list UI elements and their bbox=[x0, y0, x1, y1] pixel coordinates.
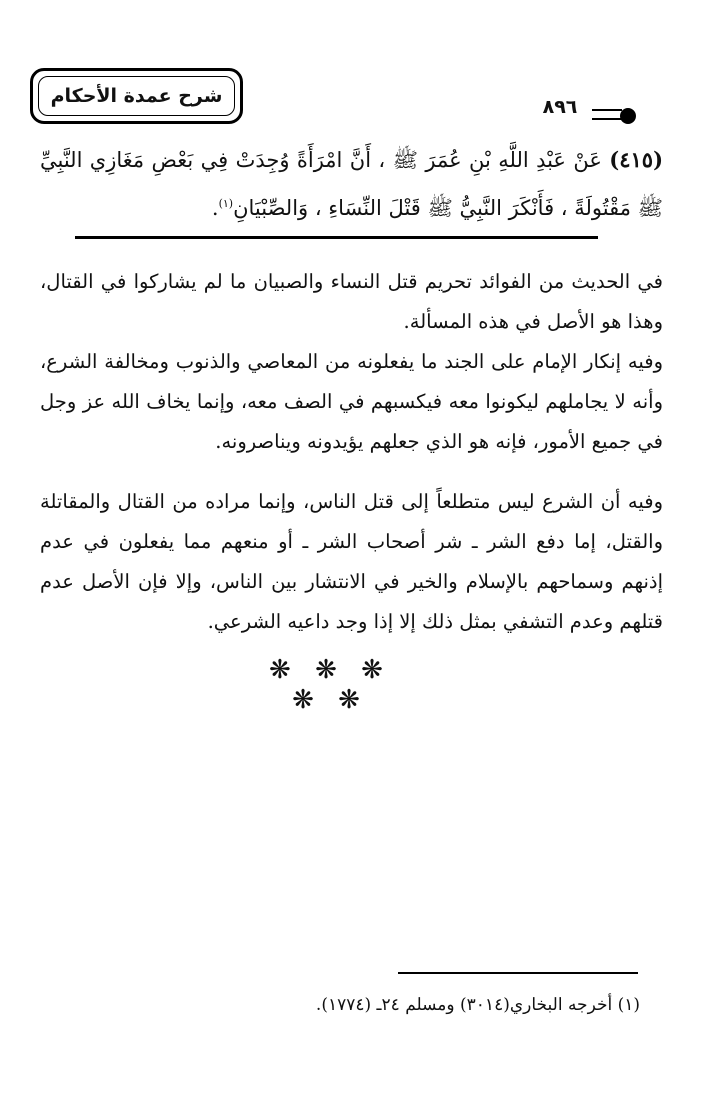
ornament-line-top bbox=[592, 109, 622, 111]
paragraph-3: وفيه أن الشرع ليس متطلعاً إلى قتل الناس، وإنما مراده من القتال والمقاتلة والقتل، إما دفع الشر ـ شر أصحاب الشر ـ أو منعهم مما يفعلون في عدم إذنهم وسماحهم بالإسلام والخير في الانتشار بين الناس، وإلا فإن الأصل عدم قتلهم وعدم التشفي بمثل ذلك إلا إذا وجد داعيه الشرعي. bbox=[40, 490, 663, 633]
section-divider bbox=[75, 236, 598, 239]
paragraph-1: في الحديث من الفوائد تحريم قتل النساء والصبيان ما لم يشاركوا في القتال، وهذا هو الأصل في هذه المسألة. bbox=[40, 270, 663, 333]
hadith-end: . bbox=[211, 196, 219, 220]
ornament-line-bottom bbox=[592, 118, 622, 120]
footnote: (١) أخرجه البخاري(٣٠١٤) ومسلم ٢٤ـ (١٧٧٤). bbox=[315, 995, 640, 1015]
hadith-number: (٤١٥) bbox=[609, 147, 663, 172]
hadith-text bbox=[40, 138, 663, 230]
running-header-title: شرح عمدة الأحكام bbox=[38, 76, 235, 116]
paragraph-2: وفيه إنكار الإمام على الجند ما يفعلونه من المعاصي والذنوب ومخالفة الشرع، وأنه لا يجاملهم ليكونوا معه فيكسبهم في الصف معه، وإنما يخاف الله عز وجل في جميع الأمور، فإنه هو الذي جعلهم يؤيدونه ويناصرونه. bbox=[40, 350, 663, 453]
hadith-body: عَنْ عَبْدِ اللَّهِ بْنِ عُمَرَ ﷺ ، أَنَّ امْرَأَةً وُجِدَتْ فِي بَعْضِ مَغَازِي النَّبِيِّ ﷺ مَقْتُولَةً ، فَأَنْكَرَ النَّبِيُّ ﷺ قَتْلَ النِّسَاءِ ، وَالصِّبْيَانِ bbox=[40, 148, 663, 220]
page-number: ٨٩٦ bbox=[542, 96, 578, 118]
running-header-frame bbox=[30, 68, 243, 124]
footnote-divider bbox=[398, 972, 638, 974]
ornament-dot-icon bbox=[620, 108, 636, 124]
section-end-stars: ❋ ❋ ❋ ❋ ❋ bbox=[269, 655, 391, 715]
footnote-reference: (١) bbox=[218, 197, 234, 210]
